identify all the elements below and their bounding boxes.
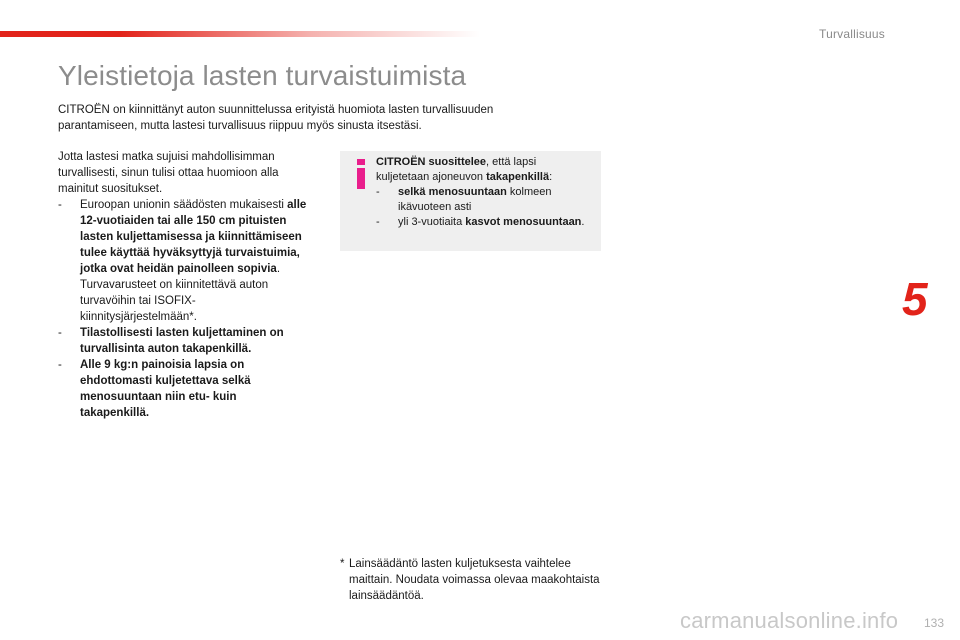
item-bold-text: Alle 9 kg:n painoisia lapsia on ehdottomasti kuljetettava selkä menosuuntaan niin etu- kuin takapenkillä.: [80, 359, 251, 419]
item-bold-text: selkä menosuuntaan: [398, 186, 507, 198]
list-item: [58, 325, 308, 357]
item-bold-text: kasvot menosuuntaan: [465, 216, 582, 228]
footnote-text: Lainsäädäntö lasten kuljetuksesta vaihtelee maittain. Noudata voimassa olevaa maakohtaista lainsäädäntöä.: [349, 558, 600, 602]
list-dash: -: [376, 186, 380, 198]
info-colon: :: [549, 171, 553, 183]
info-list: [376, 185, 591, 230]
recommendations-list: [58, 197, 308, 421]
watermark: carmanualsonline.info: [680, 608, 899, 633]
list-dash: -: [58, 199, 62, 211]
info-text-part: , että lapsi kuljetetaan ajoneuvon: [376, 156, 537, 183]
intro-paragraph: CITROËN on kiinnittänyt auton suunnittelussa erityistä huomiota lasten turvallisuuden parantamiseen, mutta lastesi turvallisuus riippuu myös sinusta itsestäsi.: [58, 104, 494, 132]
section-label: Turvallisuus: [819, 27, 885, 41]
list-item: [376, 185, 591, 215]
list-dash: -: [58, 359, 62, 371]
recommendations-column: [58, 149, 308, 421]
item-text: yli 3-vuotiaita: [398, 216, 466, 228]
info-lead: [376, 155, 591, 185]
item-text: .: [581, 216, 585, 228]
info-brand: CITROËN suosittelee: [376, 156, 487, 168]
item-text: Euroopan unionin säädösten mukaisesti: [80, 199, 288, 211]
recommendations-lead: Jotta lastesi matka sujuisi mahdollisimman turvallisesti, sinun tulisi ottaa huomioon alla mainitut suositukset.: [58, 151, 279, 195]
info-icon: [354, 159, 368, 189]
page-number: 133: [923, 616, 944, 630]
footnote-star: *: [340, 558, 345, 570]
list-dash: -: [58, 327, 62, 339]
list-item: [376, 215, 591, 230]
item-bold-text: Tilastollisesti lasten kuljettaminen on turvallisinta auton takapenkillä.: [80, 327, 284, 355]
list-item: [58, 197, 308, 325]
item-text: . Turvavarusteet on kiinnitettävä auton turvavöihin tai ISOFIX-kiinnitysjärjestelmään*.: [80, 263, 281, 323]
header-accent-bar: [0, 31, 480, 37]
item-text: kolmeen ikävuoteen asti: [398, 186, 552, 213]
info-box: [340, 151, 601, 251]
list-dash: -: [376, 216, 380, 228]
info-text: [376, 155, 591, 230]
page-title: Yleistietoja lasten turvaistuimista: [58, 60, 467, 91]
chapter-number: 5: [902, 273, 928, 325]
list-item: [58, 357, 308, 421]
item-bold-text: alle 12-vuotiaiden tai alle 150 cm pituisten lasten kuljettamisessa ja kiinnittämiseen tulee käyttää hyväksyttyjä turvaistuimia, jotka ovat heidän painolleen sopivia: [80, 199, 307, 275]
footnote: [340, 556, 610, 604]
info-rear-seat: takapenkillä: [486, 171, 550, 183]
